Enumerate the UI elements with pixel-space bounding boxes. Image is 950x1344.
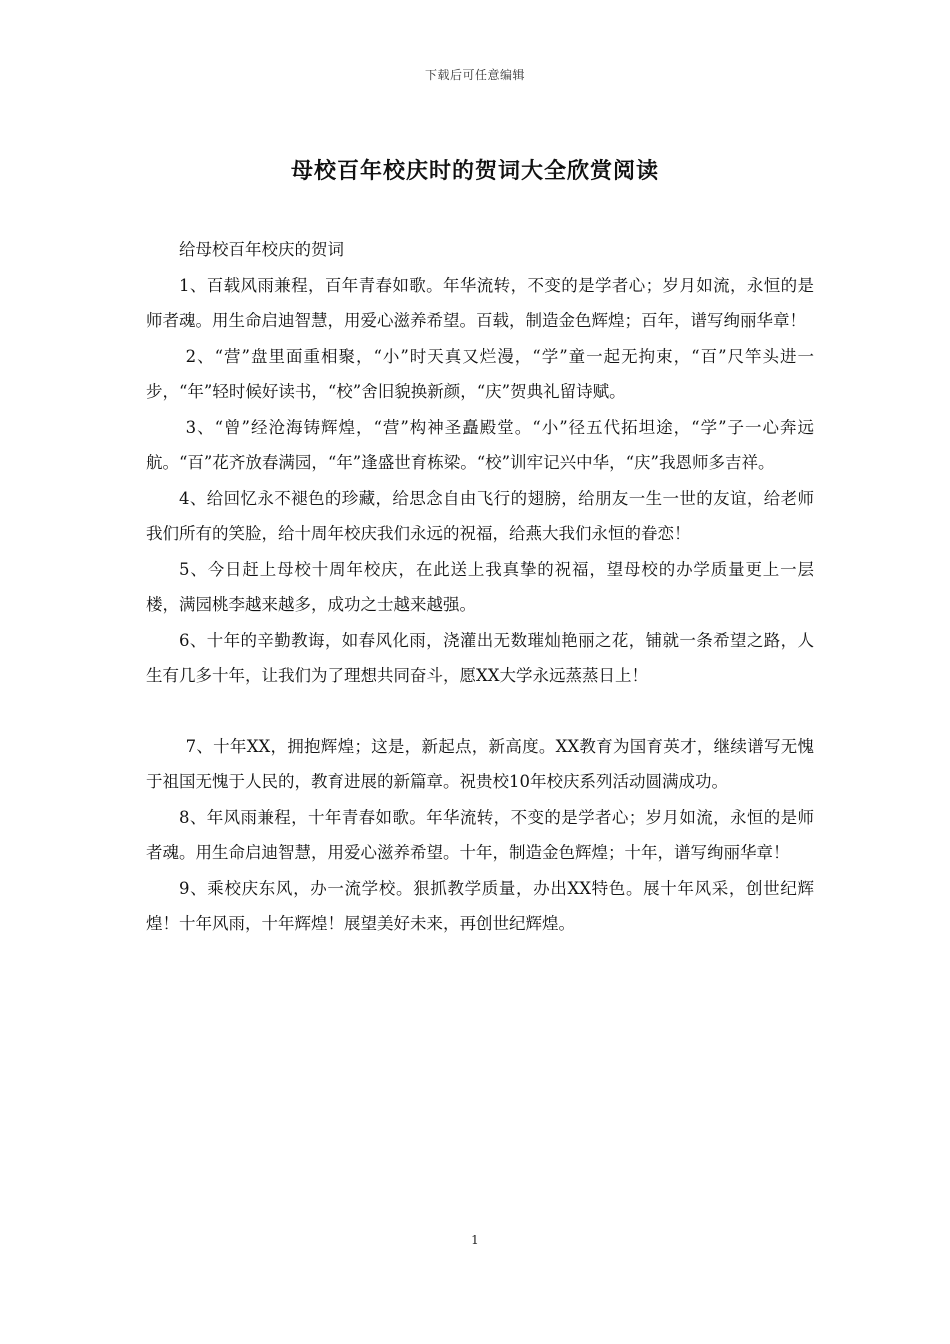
paragraph-3: 3、“曾”经沧海铸辉煌，“营”构神圣矗殿堂。“小”径五代拓坦途，“学”子一心奔远航。“百”花齐放春满园，“年”逢盛世育栋梁。“校”训牢记兴中华，“庆”我恩师多吉祥。 [146,417,814,472]
header-note: 下载后可任意编辑 [424,68,525,82]
paragraph-1: 1、百载风雨兼程，百年青春如歌。年华流转，不变的是学者心；岁月如流，永恒的是师者魂。用生命启迪智慧，用爱心滋养希望。百载，制造金色辉煌；百年，谱写绚丽华章！ [146,275,814,330]
paragraph-7: 7、十年XX，拥抱辉煌；这是，新起点，新高度。XX教育为国育英才，继续谱写无愧于祖国无愧于人民的，教育进展的新篇章。祝贵校10年校庆系列活动圆满成功。 [146,736,814,791]
paragraph-5: 5、今日赶上母校十周年校庆，在此送上我真挚的祝福，望母校的办学质量更上一层楼，满园桃李越来越多，成功之士越来越强。 [146,559,814,614]
document-title: 母校百年校庆时的贺词大全欣赏阅读 [290,158,659,184]
paragraph-2: 2、“营”盘里面重相聚，“小”时天真又烂漫，“学”童一起无拘束，“百”尺竿头进一步，“年”轻时候好读书，“校”舍旧貌换新颜，“庆”贺典礼留诗赋。 [146,346,814,401]
paragraph-9: 9、乘校庆东风，办一流学校。狠抓教学质量，办出XX特色。展十年风采，创世纪辉煌！十年风雨，十年辉煌！展望美好未来，再创世纪辉煌。 [146,878,814,933]
section-heading: 给母校百年校庆的贺词 [179,240,344,259]
paragraph-8: 8、年风雨兼程，十年青春如歌。年华流转，不变的是学者心；岁月如流，永恒的是师者魂。用生命启迪智慧，用爱心滋养希望。十年，制造金色辉煌；十年，谱写绚丽华章！ [146,807,814,862]
document-body [146,232,814,942]
paragraph-6: 6、十年的辛勤教诲，如春风化雨，浇灌出无数璀灿艳丽之花，铺就一条希望之路，人生有几多十年，让我们为了理想共同奋斗，愿XX大学永远蒸蒸日上！ [146,630,814,685]
paragraph-4: 4、给回忆永不褪色的珍藏，给思念自由飞行的翅膀，给朋友一生一世的友谊，给老师我们所有的笑脸，给十周年校庆我们永远的祝福，给燕大我们永恒的眷恋！ [146,488,814,543]
page-number: 1 [471,1233,479,1247]
